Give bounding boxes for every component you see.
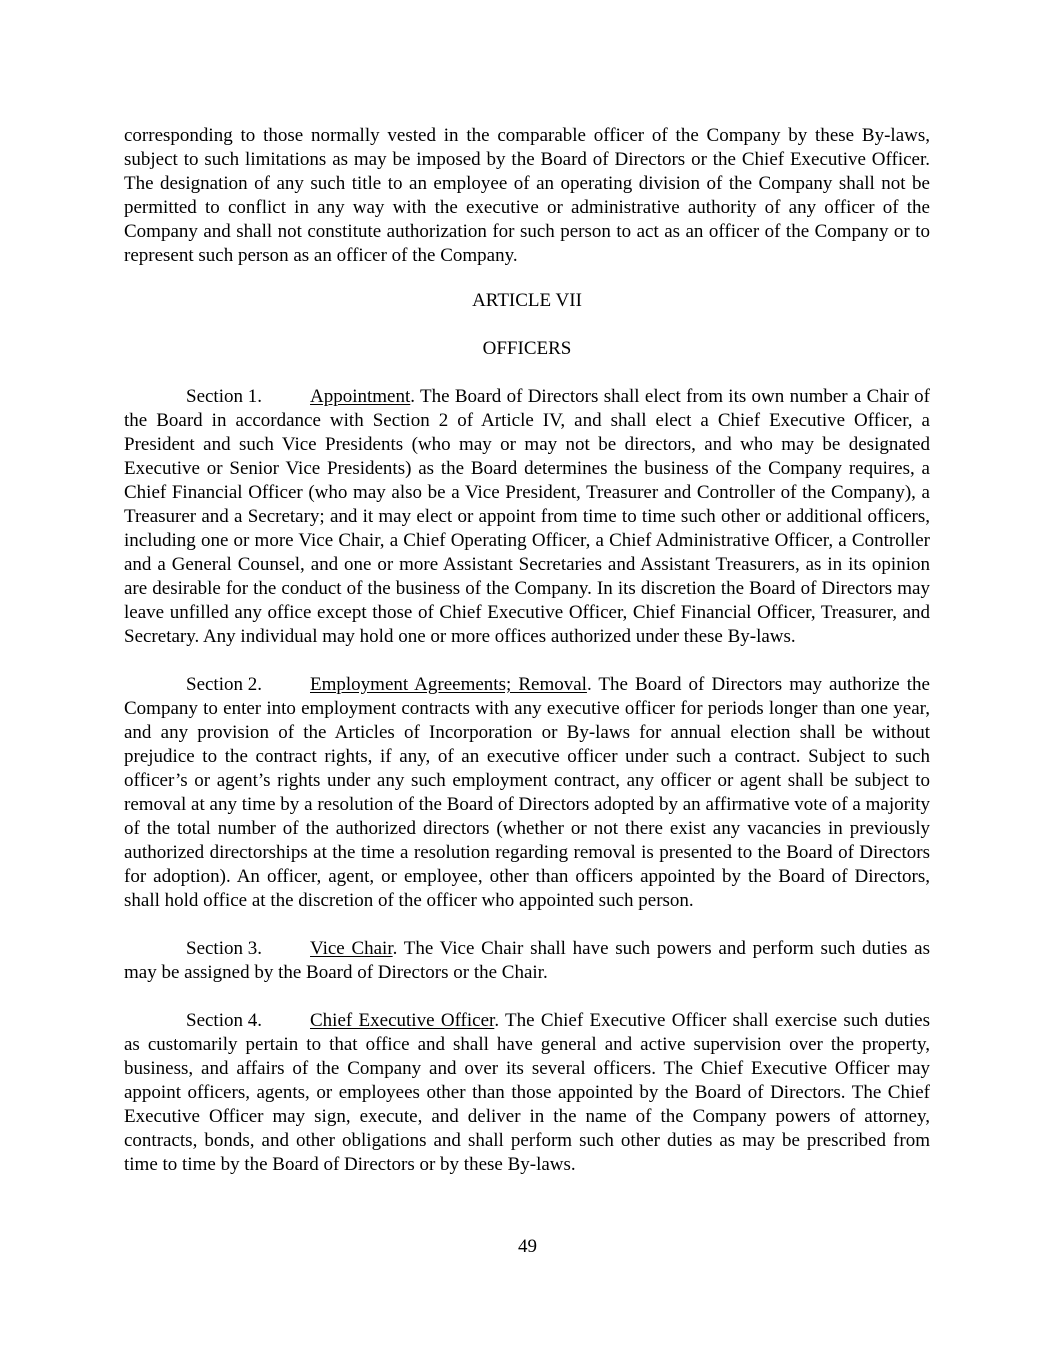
section-2-title: Employment Agreements; Removal <box>310 674 587 695</box>
section-3-label: Section 3. <box>186 938 262 959</box>
section-2-label: Section 2. <box>186 674 262 695</box>
section-3-paragraph <box>124 937 930 985</box>
section-1-paragraph <box>124 385 930 649</box>
section-4-text: . The Chief Executive Officer shall exercise such duties as customarily pertain to that office and shall have general and active supervision over the property, business, and affairs of the Company and over its several officers. The Chief Executive Officer may appoint officers, agents, or employees other than those appointed by the Board of Directors. The Chief Executive Officer may sign, execute, and deliver in the name of the Company powers of attorney, contracts, bonds, and other obligations and shall perform such other duties as may be prescribed from time to time by the Board of Directors or by these By-laws. <box>124 1010 930 1175</box>
section-1-text: . The Board of Directors shall elect from its own number a Chair of the Board in accordance with Section 2 of Article IV, and shall elect a Chief Executive Officer, a President and such Vice Presidents (who may or may not be directors, and who may be designated Executive or Senior Vice Presidents) as the Board determines the business of the Company requires, a Chief Financial Officer (who may also be a Vice President, Treasurer and Controller of the Company), a Treasurer and a Secretary; and it may elect or appoint from time to time such other or additional officers, including one or more Vice Chair, a Chief Operating Officer, a Chief Administrative Officer, a Controller and a General Counsel, and one or more Assistant Secretaries and Assistant Treasurers, as in its opinion are desirable for the conduct of the business of the Company. In its discretion the Board of Directors may leave unfilled any office except those of Chief Executive Officer, Chief Financial Officer, Treasurer, and Secretary. Any individual may hold one or more offices authorized under these By-laws. <box>124 386 930 647</box>
page-number: 49 <box>518 1236 537 1257</box>
section-4-paragraph <box>124 1009 930 1177</box>
document-page <box>124 124 930 1177</box>
section-2-paragraph <box>124 673 930 913</box>
section-4-label: Section 4. <box>186 1010 262 1031</box>
section-3-title: Vice Chair <box>310 938 393 959</box>
article-title-heading: OFFICERS <box>482 338 572 359</box>
section-3-text: . The Vice Chair shall have such powers and perform such duties as may be assigned by the Board of Directors or the Chair. <box>124 938 930 983</box>
continuation-paragraph: corresponding to those normally vested in the comparable officer of the Company by these By-laws, subject to such limitations as may be imposed by the Board of Directors or the Chief Executive Officer. The designation of any such title to an employee of an operating division of the Company shall not be permitted to conflict in any way with the executive or administrative authority of any officer of the Company and shall not constitute authorization for such person to act as an officer of the Company or to represent such person as an officer of the Company. <box>124 125 930 266</box>
article-number-heading: ARTICLE VII <box>472 290 582 311</box>
section-1-title: Appointment <box>310 386 411 407</box>
section-2-text: . The Board of Directors may authorize the Company to enter into employment contracts with any executive officer for periods longer than one year, and any provision of the Articles of Incorporation or By-laws for annual election shall be without prejudice to the contract rights, if any, of an executive officer under such a contract. Subject to such officer’s or agent’s rights under any such employment contract, any officer or agent shall be subject to removal at any time by a resolution of the Board of Directors adopted by an affirmative vote of a majority of the total number of the authorized directors (whether or not there exist any vacancies in previously authorized directorships at the time a resolution regarding removal is presented to the Board of Directors for adoption). An officer, agent, or employee, other than officers appointed by the Board of Directors, shall hold office at the discretion of the officer who appointed such person. <box>124 674 930 911</box>
section-1-label: Section 1. <box>186 386 262 407</box>
section-4-title: Chief Executive Officer <box>310 1010 495 1031</box>
